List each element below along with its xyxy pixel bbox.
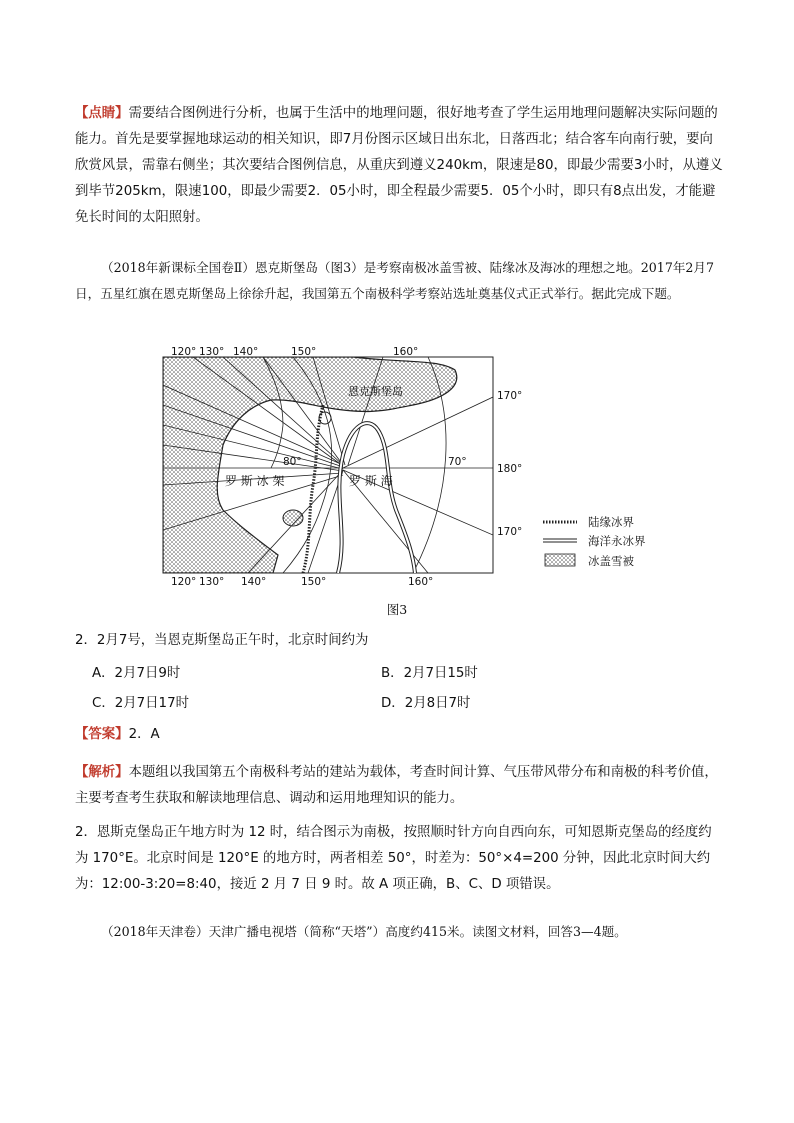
lon-label-right-180: 180° — [497, 463, 523, 475]
analysis-tag: 【解析】 — [75, 765, 129, 780]
lon-label-bottom-160: 160° — [408, 576, 434, 588]
dianjing-tag: 【点睛】 — [75, 106, 129, 121]
legend-land-ice-boundary: 陆缘冰界 — [588, 515, 634, 529]
ross-sea-label: 罗 斯 海 — [349, 474, 393, 488]
lon-label-top-140: 140° — [233, 346, 259, 358]
explanation-paragraph: 2．恩斯克堡岛正午地方时为 12 时，结合图示为南极，按照顺时针方向自西向东，可知恩斯克堡岛的经度约为 170°E。北京时间是 120°E 的地方时，两者相差 50°，时差为：50°×4=200 分钟，因此北京时间大约为：12:00-3:20=8:40，接近 2 月 7 日 9 时。故 A 项正确，B、C、D 项错误。 — [75, 825, 712, 892]
lon-label-right-170-top: 170° — [497, 390, 523, 402]
lat-label-80: 80° — [283, 456, 302, 468]
lon-label-bottom-120: 120° — [171, 576, 197, 588]
lon-label-bottom-140: 140° — [241, 576, 267, 588]
question-stem: 2．2月7号，当恩克斯堡岛正午时，北京时间约为 — [75, 633, 369, 648]
analysis-paragraph — [75, 760, 723, 812]
island-label: 恩克斯堡岛 — [348, 385, 403, 398]
legend-ocean-permanent-ice-boundary: 海洋永冰界 — [588, 534, 646, 548]
figure-caption: 图3 — [386, 602, 408, 617]
question-intro-2018-tianjin: （2018年天津卷）天津广播电视塔（简称“天塔”）高度约415米。读图文材料，回答3—4题。 — [101, 924, 627, 939]
option-d: D．2月8日7时 — [381, 696, 471, 711]
lon-label-top-120: 120° — [171, 346, 197, 358]
analysis-text: 本题组以我国第五个南极科考站的建站为载体，考查时间计算、气压带风带分布和南极的科考价值，主要考查考生获取和解读地理信息、调动和运用地理知识的能力。 — [75, 765, 718, 806]
lon-label-bottom-150: 150° — [301, 576, 327, 588]
lon-label-top-150: 150° — [291, 346, 317, 358]
dianjing-text: 需要结合图例进行分析，也属于生活中的地理问题，很好地考查了学生运用地理问题解决实际问题的能力。首先是要掌握地球运动的相关知识，即7月份图示区域日出东北，日落西北；结合客车向南行驶，要向欣赏风景，需靠右侧坐；其次要结合图例信息，从重庆到遵义240km，限速是80，即最少需要3小时，从遵义到毕节205km，限速100，即最少需要2．05小时，即全程最少需要5．05个小时，即只有8点出发，才能避免长时间的太阳照射。 — [75, 106, 723, 225]
lon-label-top-130: 130° — [199, 346, 225, 358]
lon-label-top-160: 160° — [393, 346, 419, 358]
question-intro-2018-national: （2018年新课标全国卷Ⅱ）恩克斯堡岛（图3）是考察南极冰盖雪被、陆缘冰及海冰的理想之地。2017年2月7日，五星红旗在恩克斯堡岛上徐徐升起，我国第五个南极科学考察站选址奠基仪式正式举行。据此完成下题。 — [75, 260, 715, 301]
option-b: B．2月7日15时 — [381, 666, 478, 681]
ross-ice-shelf-label: 罗 斯 冰 架 — [225, 474, 285, 488]
map-legend — [543, 515, 646, 568]
legend-ice-cap-snow-cover: 冰盖雪被 — [588, 554, 634, 568]
antarctic-map-figure — [163, 345, 646, 597]
dianjing-paragraph — [75, 101, 723, 231]
answer-line — [75, 722, 723, 748]
lon-label-right-170-bottom: 170° — [497, 526, 523, 538]
lat-label-70: 70° — [448, 456, 467, 468]
option-a: A．2月7日9时 — [92, 666, 181, 681]
answer-tag: 【答案】 — [75, 727, 129, 742]
answer-text: 2．A — [128, 727, 160, 742]
option-c: C．2月7日17时 — [92, 696, 189, 711]
lon-label-bottom-130: 130° — [199, 576, 225, 588]
